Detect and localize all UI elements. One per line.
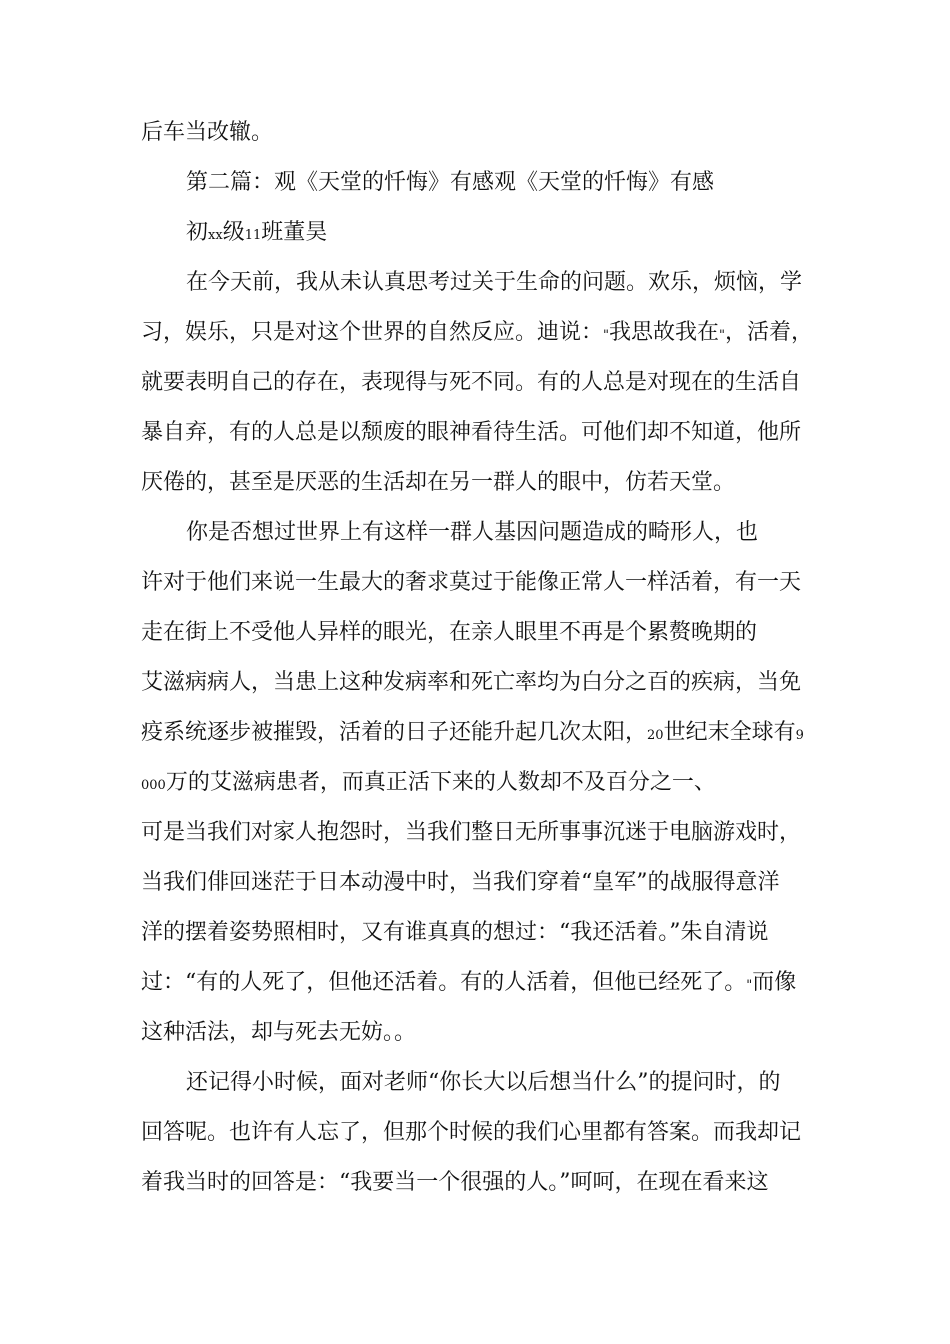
text-line: 过：“有的人死了，但他还活着。有的人活着，但他已经死了。"而像 [141, 970, 797, 995]
text-line: 走在街上不受他人异样的眼光，在亲人眼里不再是个累赘晚期的 [141, 620, 758, 645]
text-line: 可是当我们对家人抱怨时，当我们整日无所事事沉迷于电脑游戏时， [141, 820, 802, 845]
text-line: 着我当时的回答是：“我要当一个很强的人。”呵呵，在现在看来这 [141, 1170, 769, 1195]
text-line: 在今天前，我从未认真思考过关于生命的问题。欢乐，烦恼，学 [186, 270, 803, 295]
text-line: 许对于他们来说一生最大的奢求莫过于能像正常人一样活着，有一天 [141, 570, 802, 595]
text-line: 这种活法，却与死去无妨。。 [141, 1020, 417, 1045]
text-line: 就要表明自己的存在，表现得与死不同。有的人总是对现在的生活自 [141, 370, 802, 395]
text-line: 习，娱乐，只是对这个世界的自然反应。迪说："我思故我在"，活着， [141, 320, 814, 345]
text-line: 还记得小时候，面对老师“你长大以后想当什么”的提问时，的 [186, 1070, 781, 1095]
author-line: 初xx级11班董昊 [186, 220, 328, 245]
text-line: 后车当改辙。 [141, 120, 274, 145]
text-line: 000万的艾滋病患者，而真正活下来的人数却不及百分之一、 [141, 770, 716, 795]
text-line: 当我们俳回迷茫于日本动漫中时，当我们穿着“皇军”的战服得意洋 [141, 870, 780, 895]
text-line: 暴自弃，有的人总是以颓废的眼神看待生活。可他们却不知道，他所 [141, 420, 802, 445]
text-line: 艾滋病病人，当患上这种发病率和死亡率均为白分之百的疾病，当免 [141, 670, 802, 695]
text-line: 疫系统逐步被摧毁，活着的日子还能升起几次太阳，20世纪末全球有9 [141, 720, 804, 745]
section-heading: 第二篇：观《天堂的忏悔》有感观《天堂的忏悔》有感 [186, 170, 715, 195]
text-line: 洋的摆着姿势照相时，又有谁真真的想过：“我还活着。”朱自清说 [141, 920, 769, 945]
text-line: 回答呢。也许有人忘了，但那个时候的我们心里都有答案。而我却记 [141, 1120, 802, 1145]
text-line: 厌倦的，甚至是厌恶的生活却在另一群人的眼中，仿若天堂。 [141, 470, 736, 495]
text-line: 你是否想过世界上有这样一群人基因问题造成的畸形人，也 [186, 520, 759, 545]
